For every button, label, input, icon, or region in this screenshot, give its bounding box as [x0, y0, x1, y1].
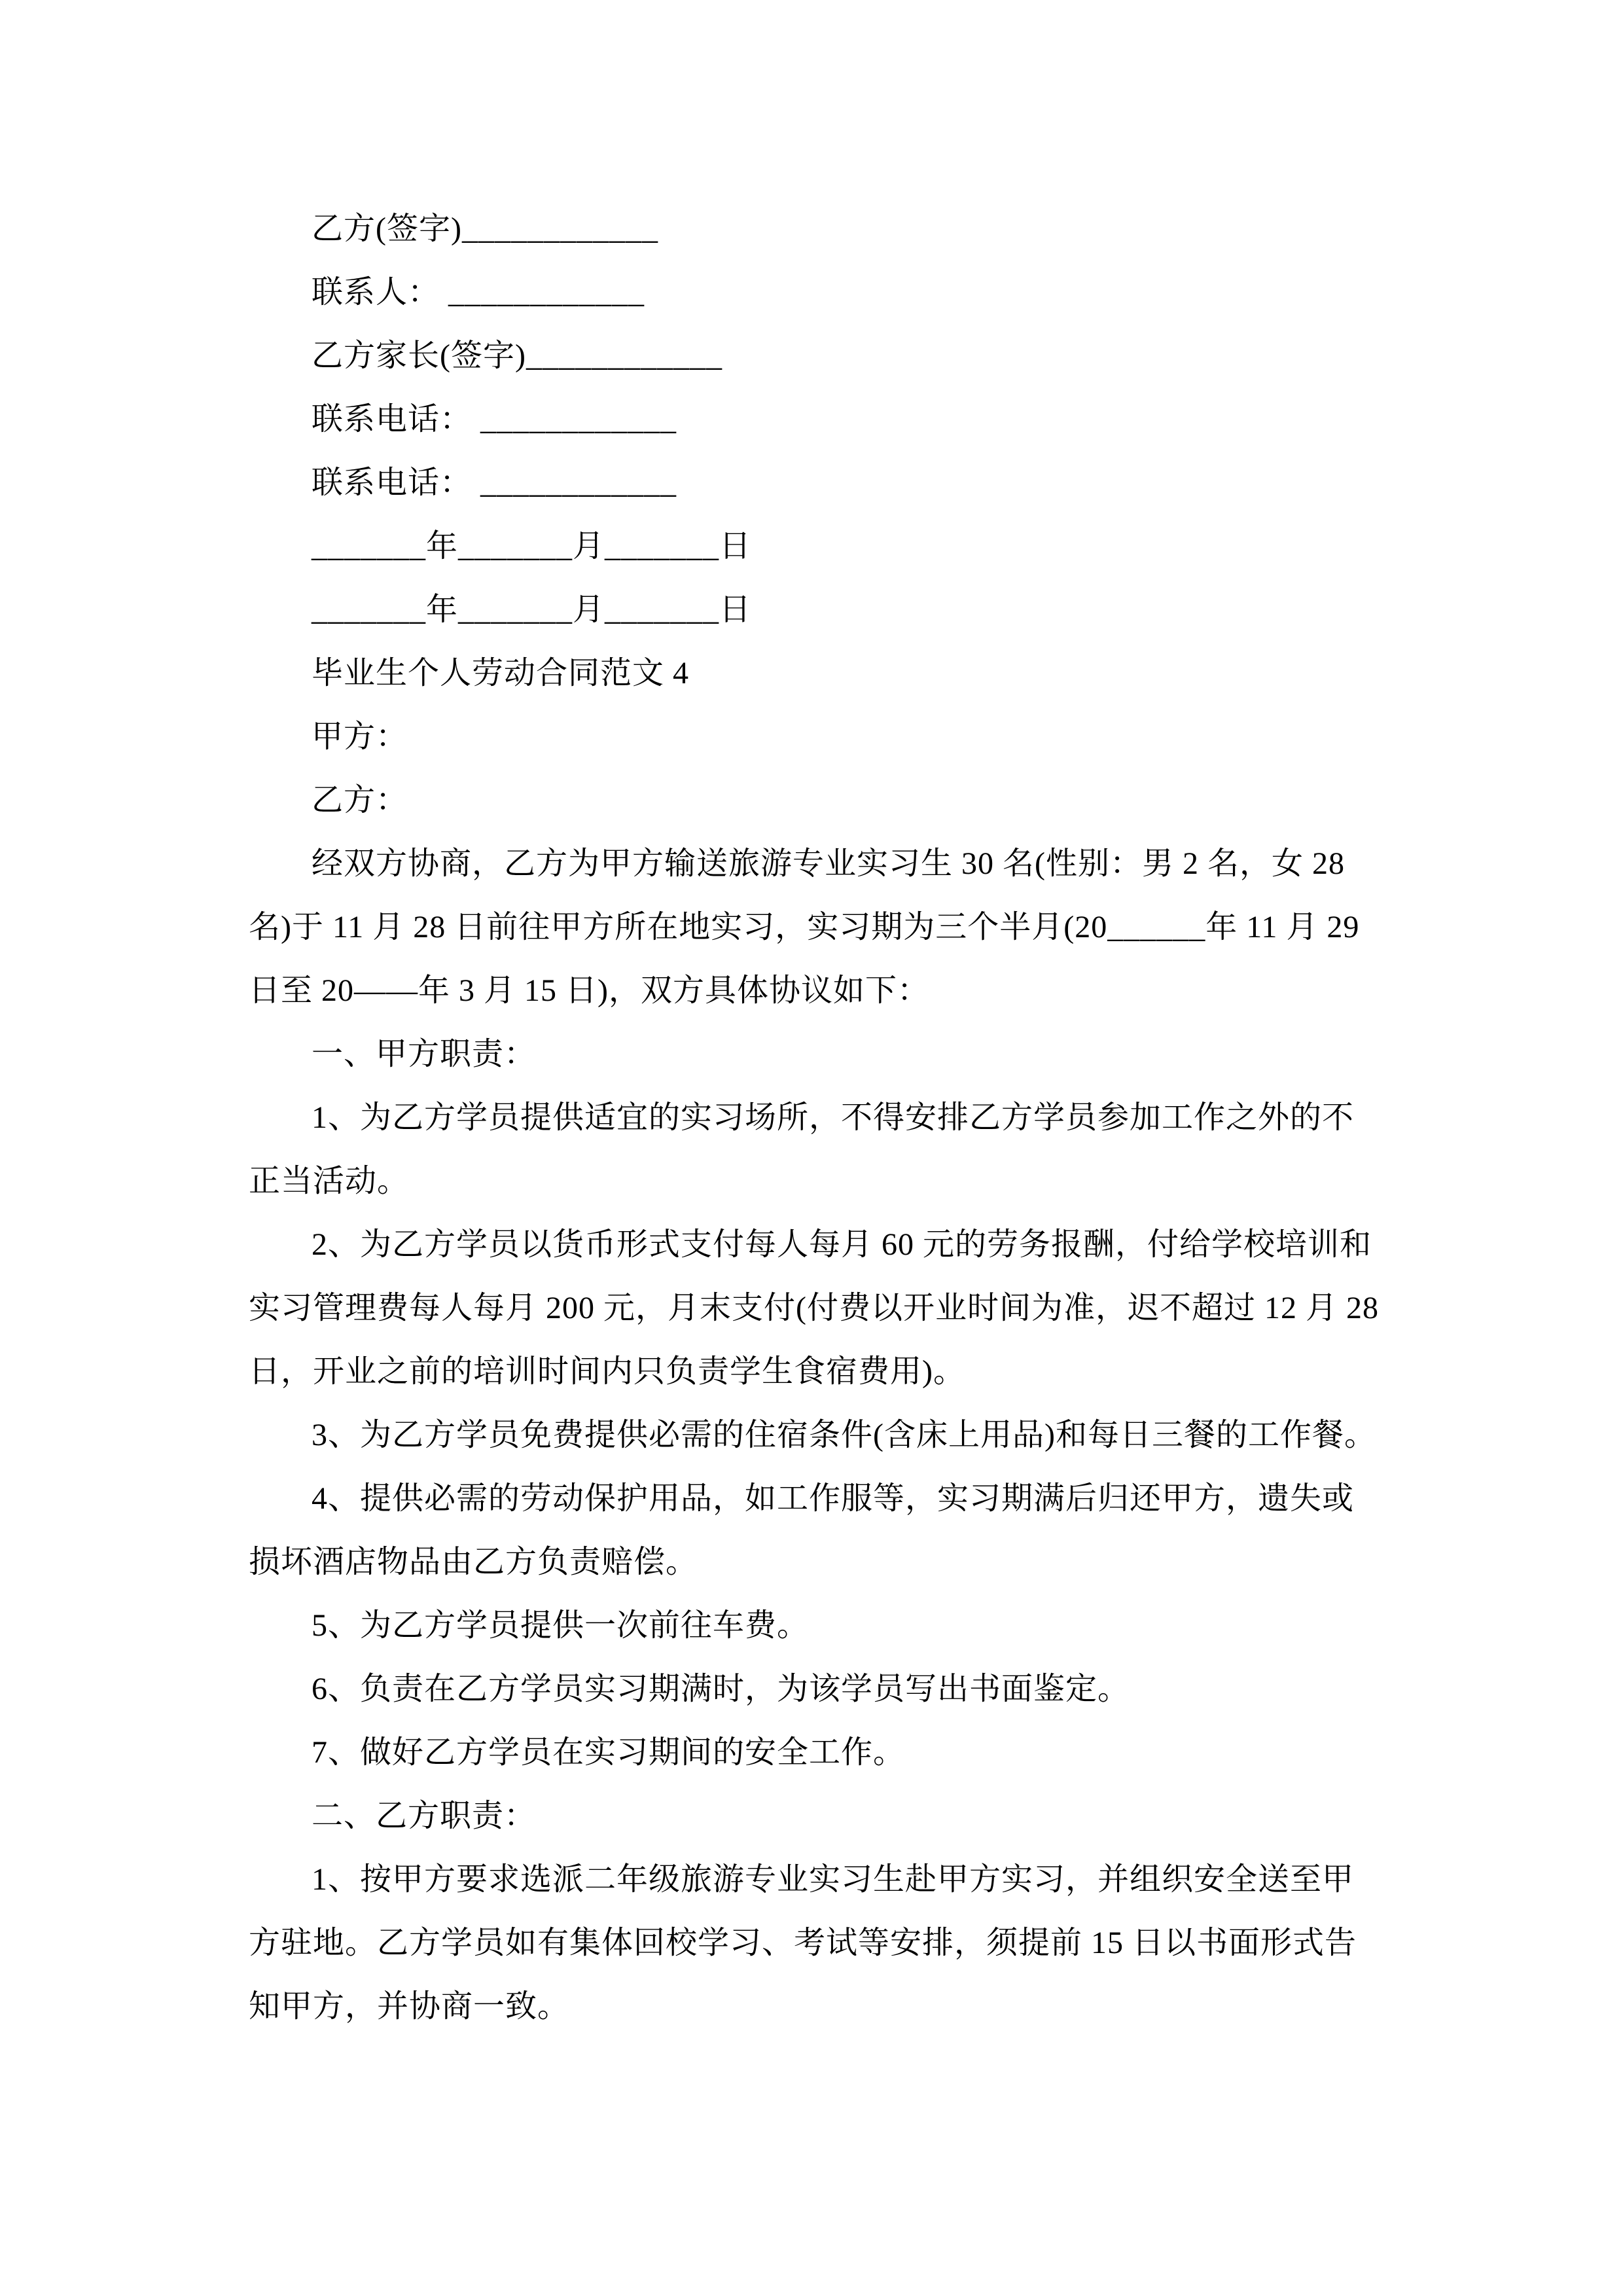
doc-line: 知甲方，并协商一致。 — [249, 1989, 570, 2024]
signature-line-party-b-parent: 乙方家长(签字)____________ — [312, 338, 722, 373]
signature-line-party-b: 乙方(签字)____________ — [312, 211, 658, 246]
doc-line: 1、为乙方学员提供适宜的实习场所，不得安排乙方学员参加工作之外的不 — [312, 1100, 1355, 1135]
contact-phone-line: 联系电话： ____________ — [312, 465, 677, 500]
doc-line: 经双方协商，乙方为甲方输送旅游专业实习生 30 名(性别：男 2 名，女 28 — [312, 846, 1345, 881]
doc-line: 7、做好乙方学员在实习期间的安全工作。 — [312, 1735, 906, 1770]
doc-line: 日至 20——年 3 月 15 日)，双方具体协议如下： — [249, 973, 929, 1008]
party-b-label: 乙方： — [312, 783, 408, 817]
date-blank-line: _______年_______月_______日 — [312, 529, 752, 564]
doc-line: 1、按甲方要求选派二年级旅游专业实习生赴甲方实习，并组织安全送至甲 — [312, 1862, 1355, 1897]
document-body — [249, 197, 1381, 2038]
contact-person-line: 联系人： ____________ — [312, 275, 645, 310]
doc-line: 损坏酒店物品由乙方负责赔偿。 — [249, 1545, 698, 1579]
doc-line: 5、为乙方学员提供一次前往车费。 — [312, 1608, 810, 1643]
doc-line: 名)于 11 月 28 日前往甲方所在地实习，实习期为三个半月(20______年 11 月 29 — [249, 910, 1360, 944]
date-blank-line: _______年_______月_______日 — [312, 592, 752, 627]
doc-line: 日，开业之前的培训时间内只负责学生食宿费用)。 — [249, 1354, 965, 1389]
section-heading-party-b-duties: 二、乙方职责： — [312, 1799, 537, 1833]
section-title: 毕业生个人劳动合同范文 4 — [312, 656, 690, 691]
doc-line: 实习管理费每人每月 200 元，月末支付(付费以开业时间为准，迟不超过 12 月 28 — [249, 1291, 1379, 1325]
doc-line: 3、为乙方学员免费提供必需的住宿条件(含床上用品)和每日三餐的工作餐。 — [312, 1418, 1376, 1452]
party-a-label: 甲方： — [312, 719, 408, 754]
contact-phone-line: 联系电话： ____________ — [312, 402, 677, 437]
doc-line: 6、负责在乙方学员实习期满时，为该学员写出书面鉴定。 — [312, 1672, 1130, 1706]
doc-line: 正当活动。 — [249, 1164, 410, 1198]
doc-line: 方驻地。乙方学员如有集体回校学习、考试等安排，须提前 15 日以书面形式告 — [249, 1926, 1357, 1960]
section-heading-party-a-duties: 一、甲方职责： — [312, 1037, 537, 1071]
doc-line: 4、提供必需的劳动保护用品，如工作服等，实习期满后归还甲方，遗失或 — [312, 1481, 1355, 1516]
doc-line: 2、为乙方学员以货币形式支付每人每月 60 元的劳务报酬，付给学校培训和 — [312, 1227, 1372, 1262]
